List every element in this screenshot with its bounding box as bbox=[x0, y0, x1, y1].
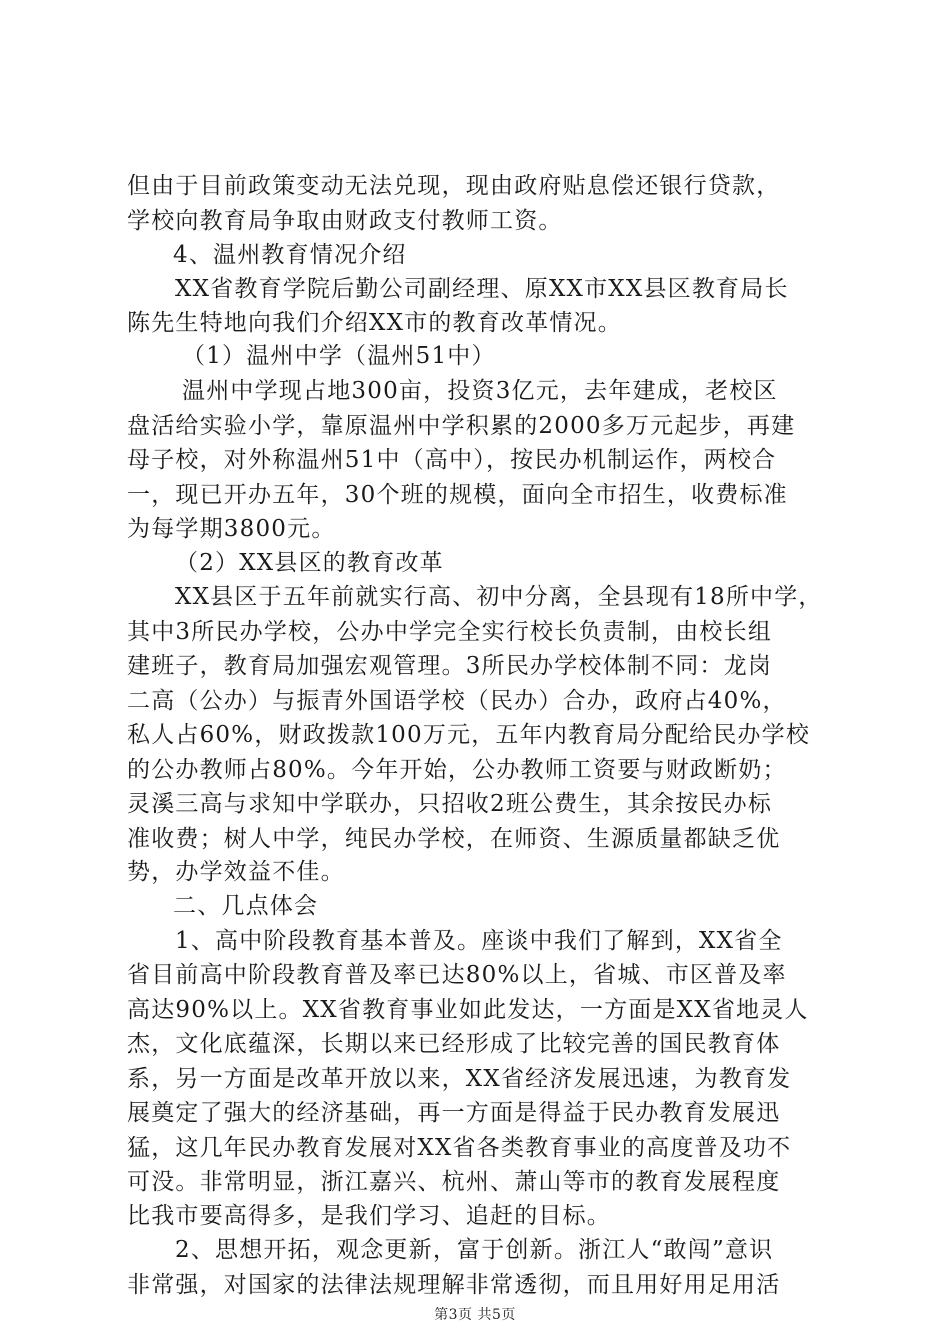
text-line: 灵溪三高与求知中学联办，只招收2班公费生，其余按民办标 bbox=[127, 791, 773, 817]
text-line: 的公办教师占80%。今年开始，公办教师工资要与财政断奶； bbox=[127, 757, 787, 783]
text-line: 为每学期3800元。 bbox=[127, 516, 336, 542]
section-heading: 4、温州教育情况介绍 bbox=[173, 242, 407, 268]
text-line: 省目前高中阶段教育普及率已达80%以上，省城、市区普及率 bbox=[127, 962, 787, 988]
text-line: 母子校，对外称温州51中（高中），按民办机制运作，两校合 bbox=[127, 447, 777, 473]
text-line: 展奠定了强大的经济基础，再一方面是得益于民办教育发展迅 bbox=[127, 1100, 781, 1126]
text-line: 学校向教育局争取由财政支付教师工资。 bbox=[127, 208, 563, 234]
text-line: 2、思想开拓，观念更新，富于创新。浙江人“敢闯”意识 bbox=[175, 1237, 774, 1263]
text-line: 猛，这几年民办教育发展对XX省各类教育事业的高度普及功不 bbox=[127, 1135, 792, 1161]
text-line: 盘活给实验小学，靠原温州中学积累的2000多万元起步，再建 bbox=[127, 413, 796, 439]
subsection-heading: （1）温州中学（温州51中） bbox=[182, 343, 496, 369]
text-line: 温州中学现占地300亩，投资3亿元，去年建成，老校区 bbox=[182, 378, 778, 404]
text-line: 杰，文化底蕴深，长期以来已经形成了比较完善的国民教育体 bbox=[127, 1031, 781, 1057]
section-heading: 二、几点体会 bbox=[173, 893, 319, 919]
text-line: 非常强，对国家的法律法规理解非常透彻，而且用好用足用活 bbox=[127, 1272, 781, 1298]
text-line: 建班子，教育局加强宏观管理。3所民办学校体制不同：龙岗 bbox=[127, 653, 773, 679]
text-line: 系，另一方面是改革开放以来，XX省经济发展迅速，为教育发 bbox=[127, 1066, 792, 1092]
text-line: XX省教育学院后勤公司副经理、原XX市XX县区教育局长 bbox=[175, 276, 789, 302]
text-line: XX县区于五年前就实行高、初中分离，全县现有18所中学， bbox=[175, 584, 823, 610]
text-line: 陈先生特地向我们介绍XX市的教育改革情况。 bbox=[127, 310, 622, 336]
page-number-footer: 第3页 共5页 bbox=[434, 1307, 516, 1323]
text-line: 可没。非常明显，浙江嘉兴、杭州、萧山等市的教育发展程度 bbox=[127, 1169, 781, 1195]
text-line: 比我市要高得多，是我们学习、追赶的目标。 bbox=[127, 1203, 611, 1229]
text-line: 1、高中阶段教育基本普及。座谈中我们了解到，XX省全 bbox=[175, 928, 783, 954]
text-line: 势，办学效益不佳。 bbox=[127, 859, 345, 885]
text-line: 准收费；树人中学，纯民办学校，在师资、生源质量都缺乏优 bbox=[127, 826, 781, 852]
text-line: 但由于目前政策变动无法兑现，现由政府贴息偿还银行贷款， bbox=[127, 173, 781, 199]
text-line: 二高（公办）与振青外国语学校（民办）合办，政府占40%， bbox=[127, 688, 787, 714]
text-line: 高达90%以上。XX省教育事业如此发达，一方面是XX省地灵人 bbox=[127, 997, 809, 1023]
text-line: 一，现已开办五年，30个班的规模，面向全市招生，收费标准 bbox=[127, 482, 788, 508]
text-line: 其中3所民办学校，公办中学完全实行校长负责制，由校长组 bbox=[127, 619, 773, 645]
subsection-heading: （2）XX县区的教育改革 bbox=[175, 550, 444, 576]
text-line: 私人占60%，财政拨款100万元，五年内教育局分配给民办学校 bbox=[127, 722, 811, 748]
